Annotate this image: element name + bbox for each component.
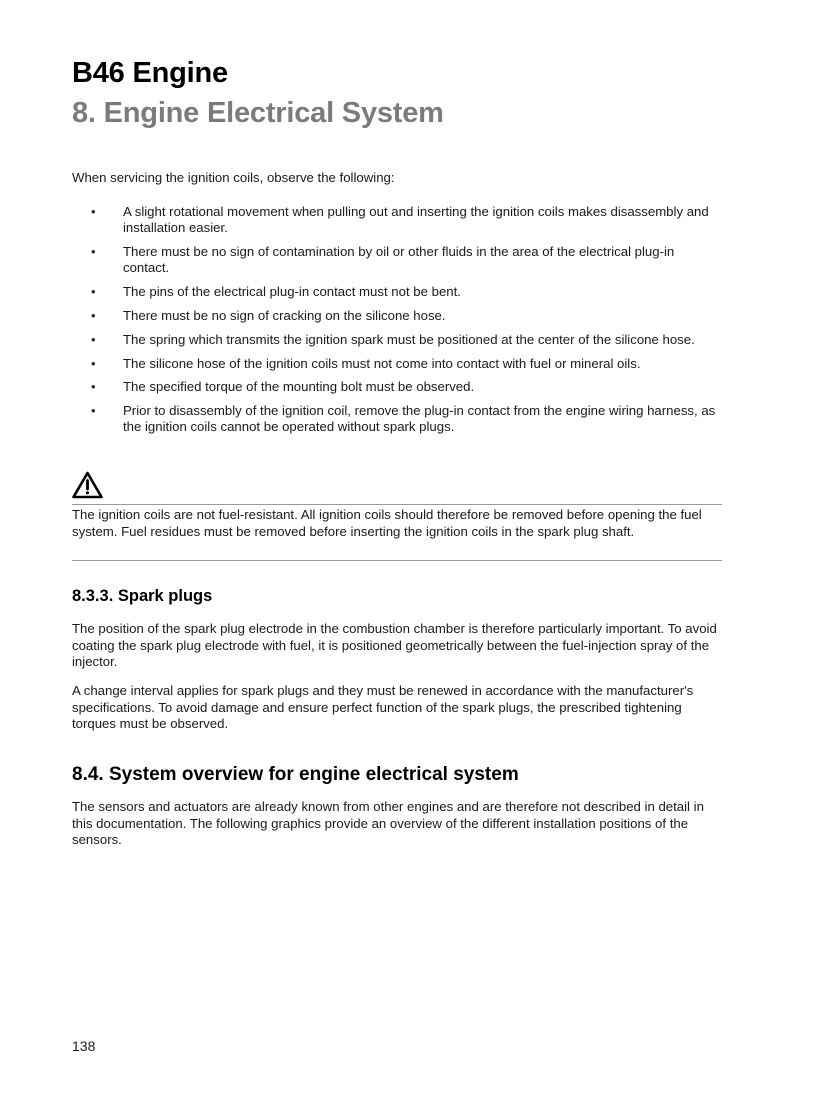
chapter-title: 8. Engine Electrical System xyxy=(72,97,444,129)
bullet-icon: • xyxy=(91,307,96,323)
warning-triangle-icon xyxy=(72,471,103,499)
paragraph: The sensors and actuators are already known from other engines and are therefore not described in detail in this documentation. The following graphics provide an overview of the different installation positions of the sensors. xyxy=(72,799,704,847)
bullet-icon: • xyxy=(91,284,96,300)
bullet-icon: • xyxy=(91,204,96,219)
document-page xyxy=(72,0,722,1100)
instruction-list xyxy=(72,204,722,443)
list-item xyxy=(72,356,722,372)
bullet-icon: • xyxy=(91,379,96,395)
page-title: B46 Engine xyxy=(72,57,228,89)
list-item xyxy=(72,332,722,348)
section-heading-spark-plugs: 8.3.3. Spark plugs xyxy=(72,587,213,605)
warning-top-divider xyxy=(72,504,722,505)
list-item xyxy=(72,403,722,436)
bullet-icon: • xyxy=(91,355,96,371)
list-item-text: The pins of the electrical plug-in contact must not be bent. xyxy=(123,284,461,300)
warning-bottom-divider xyxy=(72,560,722,561)
paragraph: A change interval applies for spark plugs and they must be renewed in accordance with the manufacturer's specifications. To avoid damage and ensure perfect function of the spark plugs, the prescribed tightening torques must be observed. xyxy=(72,683,694,731)
list-item xyxy=(72,308,722,324)
intro-text: When servicing the ignition coils, observe the following: xyxy=(72,170,395,185)
list-item xyxy=(72,204,722,237)
section-heading-system-overview: 8.4. System overview for engine electrical system xyxy=(72,764,519,785)
list-item-text: The spring which transmits the ignition spark must be positioned at the center of the silicone hose. xyxy=(123,331,695,347)
list-item-text: There must be no sign of cracking on the silicone hose. xyxy=(123,307,446,323)
list-item-text: There must be no sign of contamination by oil or other fluids in the area of the electrical plug-in contact. xyxy=(123,244,675,276)
list-item-text: A slight rotational movement when pulling out and inserting the ignition coils makes disassembly and installation easier. xyxy=(123,204,709,236)
list-item xyxy=(72,244,722,277)
page-number: 138 xyxy=(72,1038,96,1054)
list-item-text: The silicone hose of the ignition coils must not come into contact with fuel or mineral oils. xyxy=(123,355,641,371)
bullet-icon: • xyxy=(91,403,96,419)
list-item-text: The specified torque of the mounting bolt must be observed. xyxy=(123,379,475,395)
warning-text: The ignition coils are not fuel-resistant. All ignition coils should therefore be removed before opening the fuel system. Fuel residues must be removed before inserting the ignition coils in the spark plug shaft. xyxy=(72,507,702,539)
bullet-icon: • xyxy=(91,331,96,347)
list-item-text: Prior to disassembly of the ignition coil, remove the plug-in contact from the engine wiring harness, as the ignition coils cannot be operated without spark plugs. xyxy=(123,403,716,435)
paragraph: The position of the spark plug electrode in the combustion chamber is therefore particularly important. To avoid coating the spark plug electrode with fuel, it is positioned geometrically between the fuel-injection spray of the injector. xyxy=(72,621,717,669)
list-item xyxy=(72,379,722,395)
bullet-icon: • xyxy=(91,244,96,260)
list-item xyxy=(72,284,722,300)
